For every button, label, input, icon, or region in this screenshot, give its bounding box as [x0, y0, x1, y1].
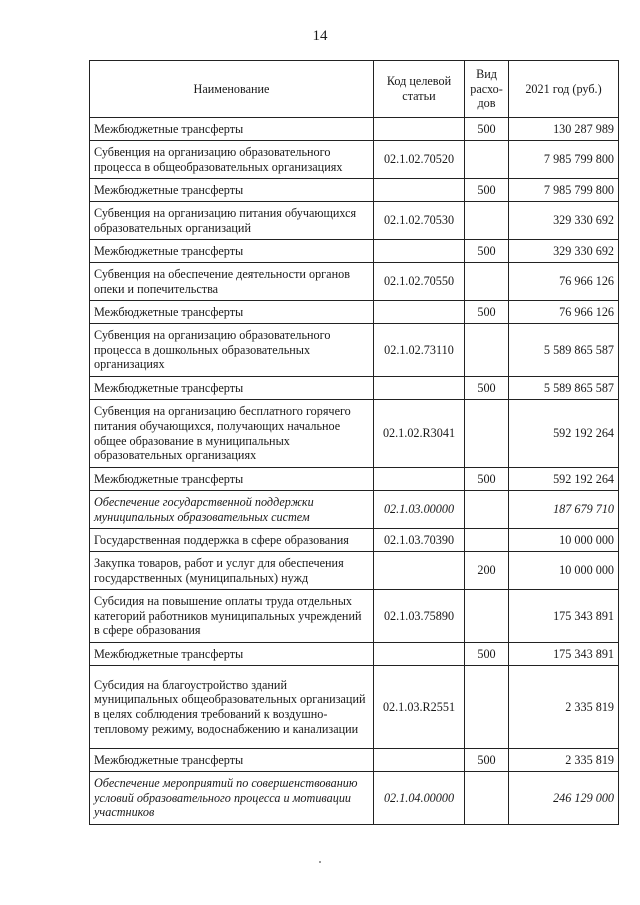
table-row: [90, 643, 619, 666]
table-row: [90, 202, 619, 240]
cell-amount: 10 000 000: [509, 529, 619, 552]
cell-kind: 500: [465, 240, 509, 263]
cell-name: Межбюджетные трансферты: [90, 749, 374, 772]
cell-amount: 329 330 692: [509, 202, 619, 240]
cell-code: 02.1.02.70520: [374, 141, 465, 179]
cell-amount: 329 330 692: [509, 240, 619, 263]
cell-name: Межбюджетные трансферты: [90, 179, 374, 202]
cell-code: [374, 552, 465, 590]
cell-kind: 500: [465, 643, 509, 666]
cell-amount: 592 192 264: [509, 400, 619, 468]
cell-kind: [465, 400, 509, 468]
cell-amount: 592 192 264: [509, 468, 619, 491]
cell-kind: [465, 772, 509, 825]
cell-name: Субсидия на благоустройство зданий муниципальных общеобразовательных организаций в целях соблюдения требований к воздушно-тепловому режиму, водоснабжению и канализации: [90, 666, 374, 749]
cell-name: Субвенция на организацию образовательного процесса в дошкольных образовательных организациях: [90, 324, 374, 377]
cell-amount: 7 985 799 800: [509, 141, 619, 179]
cell-kind: [465, 590, 509, 643]
table-row: [90, 179, 619, 202]
cell-amount: 175 343 891: [509, 643, 619, 666]
cell-name: Межбюджетные трансферты: [90, 240, 374, 263]
cell-kind: 500: [465, 749, 509, 772]
header-name: Наименование: [90, 61, 374, 118]
cell-kind: [465, 666, 509, 749]
cell-amount: 130 287 989: [509, 118, 619, 141]
cell-amount: 5 589 865 587: [509, 377, 619, 400]
cell-code: [374, 179, 465, 202]
cell-name: Межбюджетные трансферты: [90, 118, 374, 141]
cell-amount: 76 966 126: [509, 301, 619, 324]
cell-code: [374, 749, 465, 772]
table-row: [90, 141, 619, 179]
scan-speck: [319, 861, 321, 863]
cell-code: [374, 240, 465, 263]
table-row: [90, 749, 619, 772]
table-row: [90, 118, 619, 141]
table-row: [90, 666, 619, 749]
table-row: [90, 400, 619, 468]
cell-code: 02.1.02.R3041: [374, 400, 465, 468]
cell-kind: 500: [465, 179, 509, 202]
cell-amount: 2 335 819: [509, 749, 619, 772]
cell-amount: 5 589 865 587: [509, 324, 619, 377]
cell-kind: 200: [465, 552, 509, 590]
cell-name: Субсидия на повышение оплаты труда отдельных категорий работников муниципальных учреждений в сфере образования: [90, 590, 374, 643]
cell-code: 02.1.02.70550: [374, 263, 465, 301]
table-row: [90, 377, 619, 400]
cell-kind: 500: [465, 301, 509, 324]
cell-code: 02.1.03.00000: [374, 491, 465, 529]
cell-amount: 246 129 000: [509, 772, 619, 825]
table-header-row: [90, 61, 619, 118]
table-row: [90, 324, 619, 377]
table-row: [90, 240, 619, 263]
cell-amount: 76 966 126: [509, 263, 619, 301]
cell-name: Межбюджетные трансферты: [90, 377, 374, 400]
cell-amount: 7 985 799 800: [509, 179, 619, 202]
cell-kind: [465, 141, 509, 179]
cell-code: [374, 643, 465, 666]
cell-name: Закупка товаров, работ и услуг для обеспечения государственных (муниципальных) нужд: [90, 552, 374, 590]
cell-code: [374, 301, 465, 324]
cell-name: Субвенция на обеспечение деятельности органов опеки и попечительства: [90, 263, 374, 301]
table-body: [90, 118, 619, 825]
cell-code: 02.1.02.70530: [374, 202, 465, 240]
table-row: [90, 301, 619, 324]
cell-code: 02.1.03.R2551: [374, 666, 465, 749]
cell-code: 02.1.02.73110: [374, 324, 465, 377]
cell-code: [374, 118, 465, 141]
table-row: [90, 529, 619, 552]
cell-kind: [465, 491, 509, 529]
cell-kind: 500: [465, 468, 509, 491]
cell-code: 02.1.03.70390: [374, 529, 465, 552]
cell-kind: 500: [465, 118, 509, 141]
cell-name: Межбюджетные трансферты: [90, 468, 374, 491]
cell-name: Субвенция на организацию бесплатного горячего питания обучающихся, получающих начальное общее образование в муниципальных образовательных организациях: [90, 400, 374, 468]
page-number: 14: [312, 28, 328, 44]
cell-amount: 187 679 710: [509, 491, 619, 529]
cell-code: [374, 468, 465, 491]
table-row: [90, 491, 619, 529]
table-row: [90, 772, 619, 825]
header-amount: 2021 год (руб.): [509, 61, 619, 118]
cell-name: Межбюджетные трансферты: [90, 301, 374, 324]
cell-kind: [465, 263, 509, 301]
cell-name: Межбюджетные трансферты: [90, 643, 374, 666]
table-row: [90, 263, 619, 301]
table-row: [90, 552, 619, 590]
cell-kind: 500: [465, 377, 509, 400]
table-row: [90, 468, 619, 491]
cell-name: Государственная поддержка в сфере образования: [90, 529, 374, 552]
cell-kind: [465, 324, 509, 377]
table-row: [90, 590, 619, 643]
cell-name: Субвенция на организацию образовательного процесса в общеобразовательных организациях: [90, 141, 374, 179]
cell-code: [374, 377, 465, 400]
header-code: Код целевой статьи: [374, 61, 465, 118]
cell-name: Обеспечение мероприятий по совершенствованию условий образовательного процесса и мотивации участников: [90, 772, 374, 825]
cell-amount: 175 343 891: [509, 590, 619, 643]
cell-code: 02.1.04.00000: [374, 772, 465, 825]
cell-name: Субвенция на организацию питания обучающихся образовательных организаций: [90, 202, 374, 240]
cell-code: 02.1.03.75890: [374, 590, 465, 643]
cell-amount: 10 000 000: [509, 552, 619, 590]
cell-amount: 2 335 819: [509, 666, 619, 749]
cell-kind: [465, 202, 509, 240]
budget-table: [89, 60, 619, 825]
cell-name: Обеспечение государственной поддержки муниципальных образовательных систем: [90, 491, 374, 529]
cell-kind: [465, 529, 509, 552]
header-kind: Вид расхо-дов: [465, 61, 509, 118]
